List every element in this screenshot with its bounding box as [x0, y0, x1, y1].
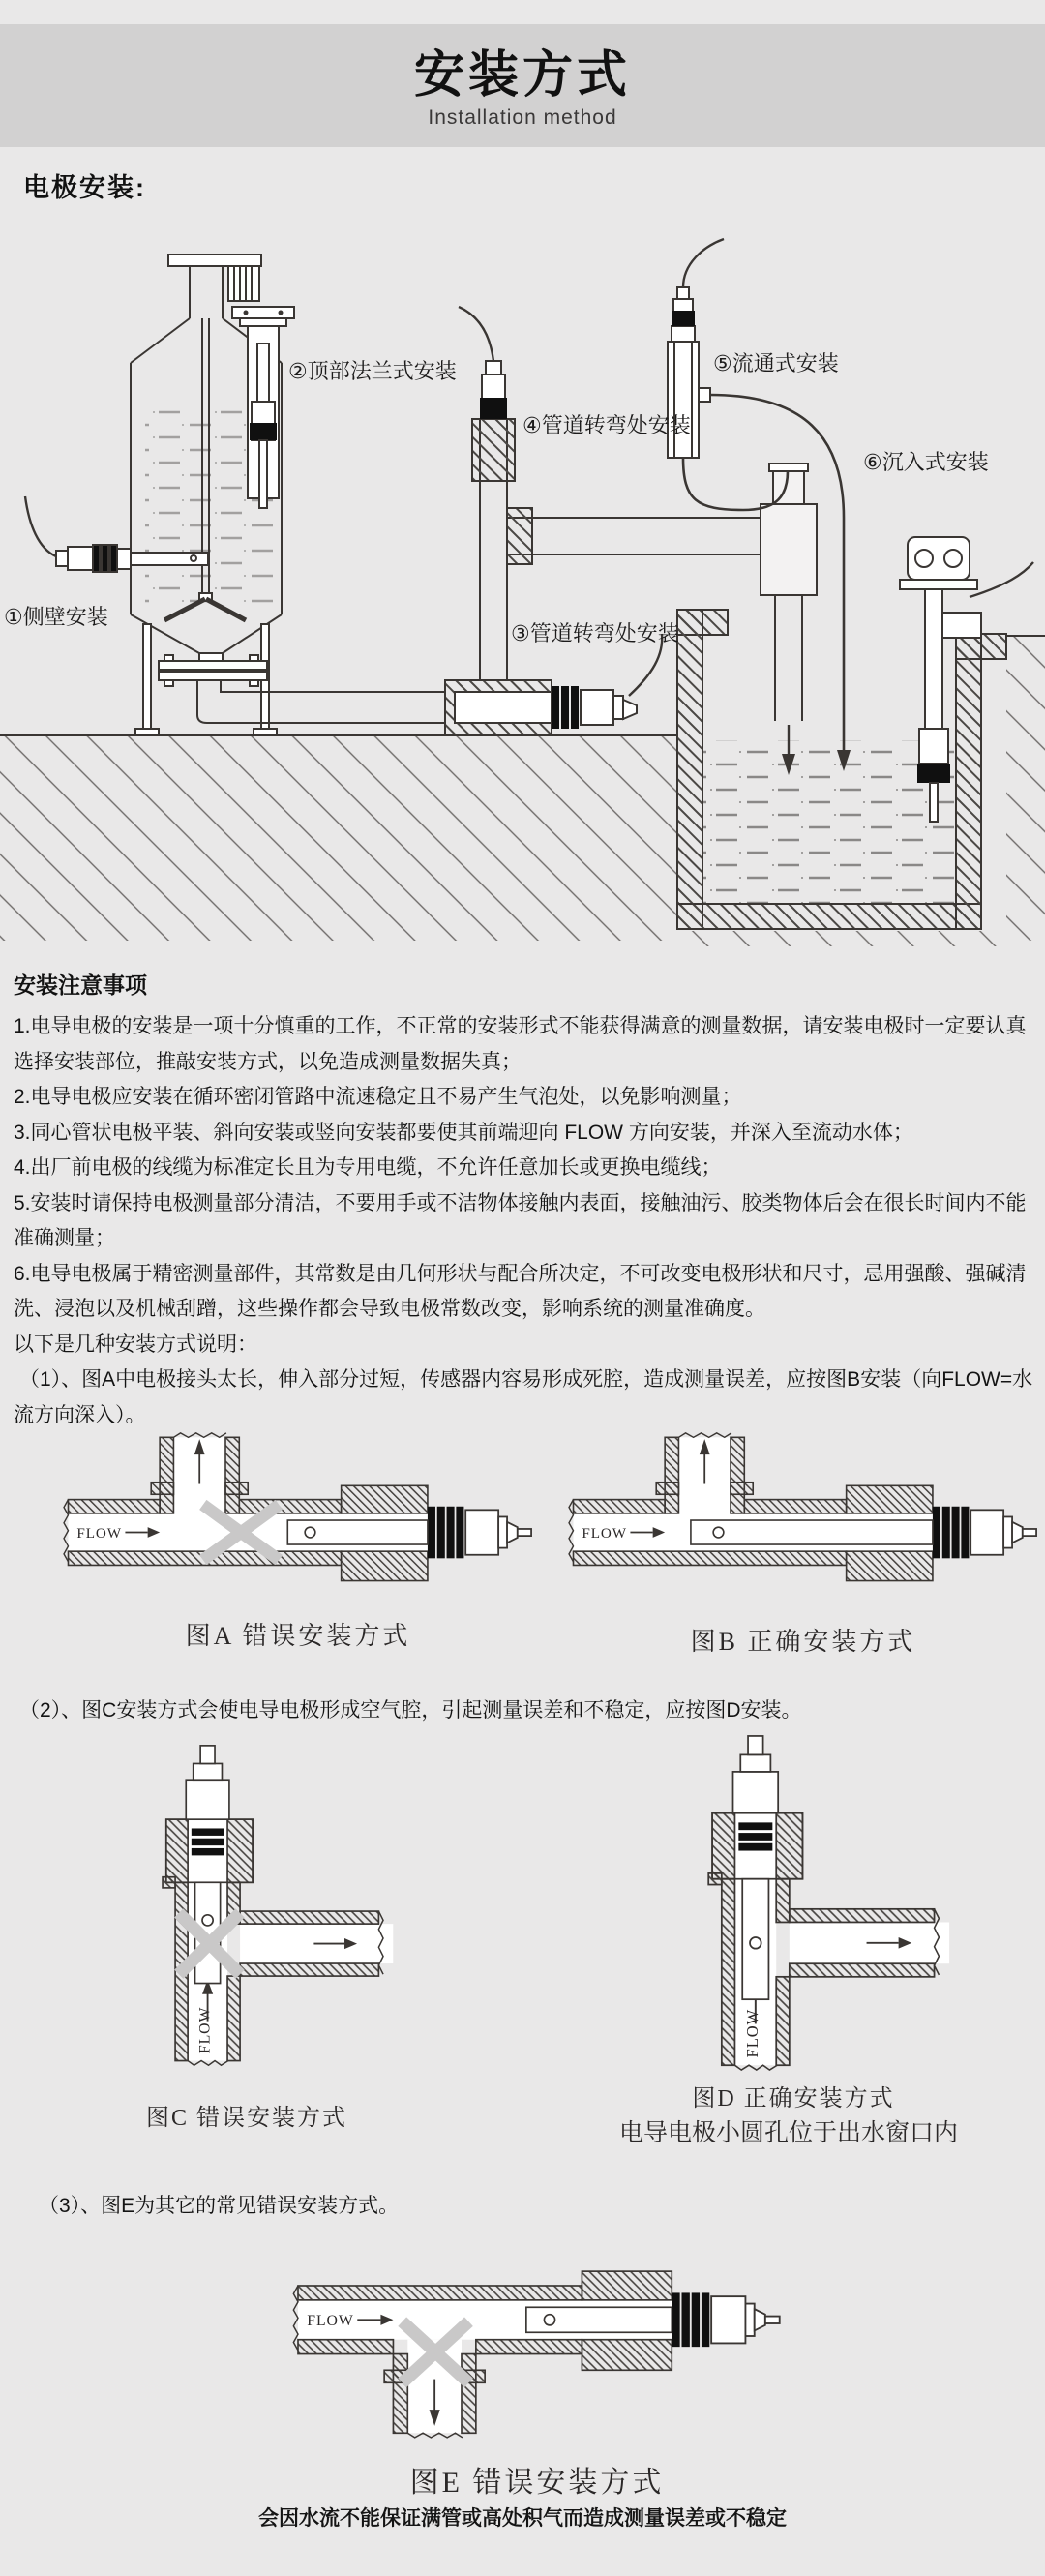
page-title: 安装方式: [413, 47, 631, 104]
note-item-3: 3.同心管状电极平装、斜向安装或竖向安装都要使其前端迎向 FLOW 方向安装，并深入至流动水体；: [14, 1121, 913, 1144]
page-subtitle: Installation method: [428, 106, 617, 129]
label-pipe-bend-4: ④管道转弯处安装: [522, 413, 691, 437]
note-sub-1: （1）、图A中电极接头太长，伸入部分过短，传感器内容易形成死腔，造成测量误差，应按图B安装（向FLOW=水流方向深入）。: [14, 1368, 1033, 1426]
note-item-1: 1.电导电极的安装是一项十分慎重的工作，不正常的安装形式不能获得满意的测量数据，请安装电极时一定要认真选择安装部位，推敲安装方式，以免造成测量数据失真；: [14, 1015, 1027, 1073]
tee-pipe-template: [64, 1433, 531, 1581]
note-item-5: 5.安装时请保持电极测量部分清洁，不要用手或不洁物体接触内表面，接触油污、胶类物体后会在很长时间内不能准确测量；: [14, 1191, 1027, 1249]
figure-a: [56, 1430, 540, 1595]
section-label: 电极安装:: [23, 173, 146, 202]
pipe-elbow-electrode-3: [445, 634, 662, 734]
sunken-tank: [677, 610, 1006, 929]
installation-notes: [14, 968, 1033, 1433]
figure-d-caption-2: 电导电极小圆孔位于出水窗口内: [618, 2120, 958, 2146]
pipe-riser-electrode-4: [459, 307, 515, 680]
figure-a-caption: 图A 错误安装方式: [185, 1622, 411, 1650]
label-pipe-bend-3: ③管道转弯处安装: [511, 621, 679, 645]
figure-d: [614, 1734, 953, 2073]
label-immersion: ⑥沉入式安装: [863, 450, 989, 474]
figure-c-caption: 图C 错误安装方式: [145, 2106, 347, 2131]
tee-pipe-template: [569, 1433, 1036, 1581]
notes-intro: 以下是几种安装方式说明：: [14, 1333, 257, 1356]
notes-heading: 安装注意事项: [14, 973, 147, 998]
label-flow-through: ⑤流通式安装: [713, 351, 839, 375]
label-side-wall: ①侧壁安装: [4, 605, 108, 629]
figure-c: [73, 1744, 397, 2068]
figure-e-caption: 图E 错误安装方式: [409, 2467, 665, 2499]
figure-e-note: 会因水流不能保证满管或高处积气而造成测量误差或不稳定: [258, 2507, 787, 2530]
overview-diagram: [0, 218, 1045, 951]
figure-d-caption: 图D 正确安装方式: [692, 2086, 895, 2112]
note-sub-3: （3）、图E为其它的常见错误安装方式。: [39, 2195, 400, 2217]
down-branch-pipe-template: [293, 2271, 779, 2438]
figure-b-caption: 图B 正确安装方式: [690, 1628, 916, 1656]
label-top-flange: ②顶部法兰式安装: [288, 359, 457, 383]
header-band: [0, 24, 1045, 147]
figure-e: [285, 2261, 789, 2449]
note-sub-2: （2）、图C安装方式会使电导电极形成空气腔，引起测量误差和不稳定，应按图D安装。: [19, 1699, 802, 1722]
note-item-2: 2.电导电极应安装在循环密闭管路中流速稳定且不易产生气泡处，以免影响测量；: [14, 1086, 742, 1108]
note-item-4: 4.出厂前电极的线缆为标准定长且为专用电缆，不允许任意加长或更换电缆线；: [14, 1156, 722, 1179]
note-item-6: 6.电导电极属于精密测量部件，其常数是由几何形状与配合所决定，不可改变电极形状和尺寸，忌用强酸、强碱清洗、浸泡以及机械刮蹭，这些操作都会导致电极常数改变，影响系统的测量准确度。: [14, 1262, 1027, 1320]
figure-b: [561, 1430, 1045, 1595]
reactor-tank: [131, 255, 445, 734]
